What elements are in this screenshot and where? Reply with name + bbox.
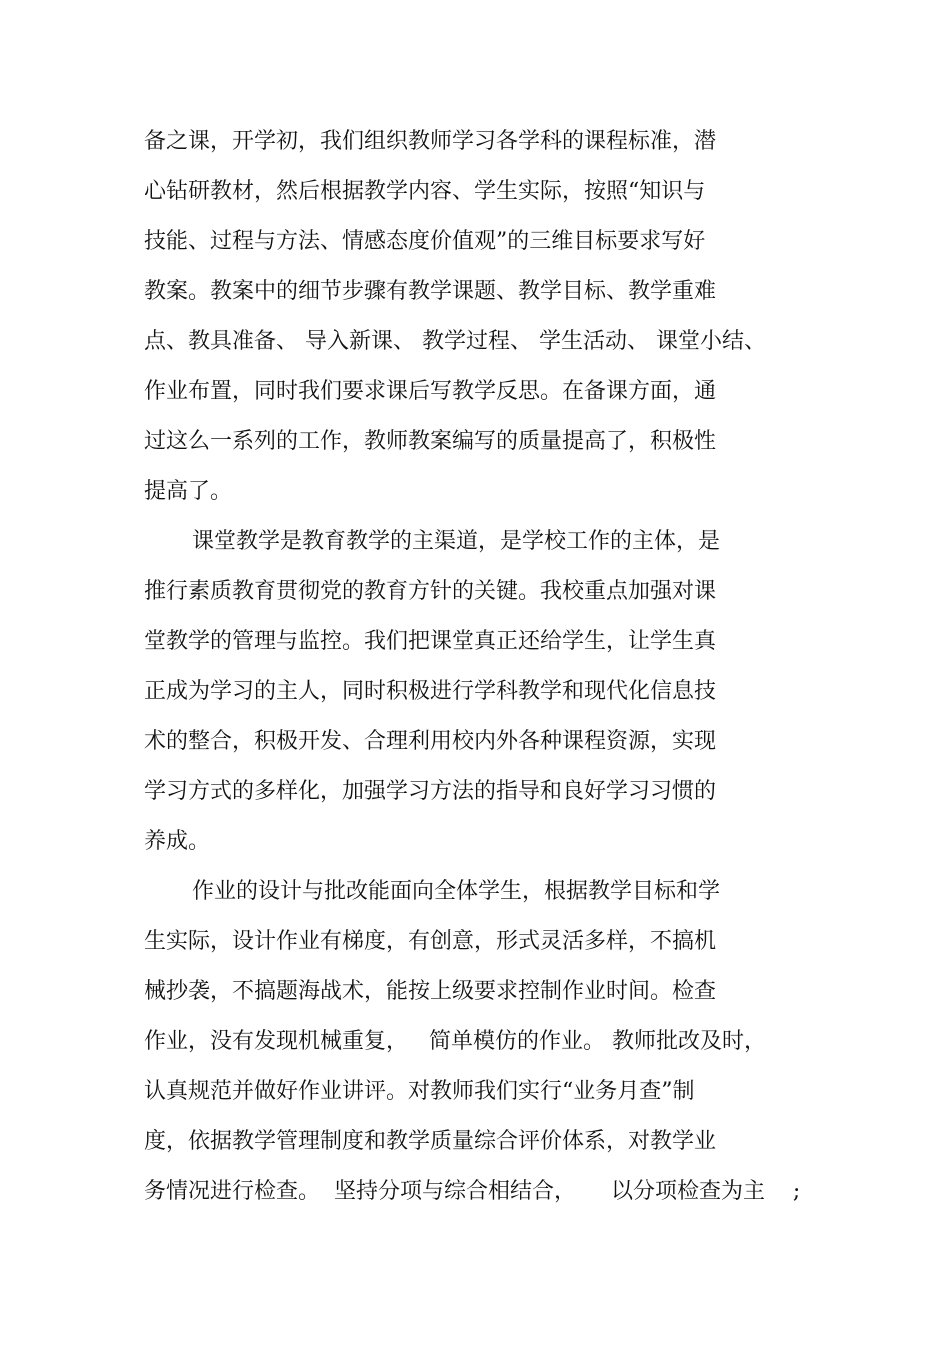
- paragraph-1-line-5: 点、教具准备、 导入新课、 教学过程、 学生活动、 课堂小结、: [144, 329, 766, 354]
- paragraph-2-line-5: 术的整合，积极开发、合理利用校内外各种课程资源，实现: [144, 729, 717, 754]
- paragraph-1-line-4: 教案。教案中的细节步骤有教学课题、教学目标、教学重难: [144, 279, 717, 304]
- paragraph-2-line-6: 学习方式的多样化，加强学习方法的指导和良好学习习惯的: [144, 779, 717, 804]
- paragraph-1-line-7: 过这么一系列的工作，教师教案编写的质量提高了，积极性: [144, 429, 717, 454]
- paragraph-3-line-7: 务情况进行检查。 坚持分项与综合相结合， 以分项检查为主 ;: [144, 1179, 801, 1204]
- paragraph-3-line-1: 作业的设计与批改能面向全体学生，根据教学目标和学: [192, 879, 721, 904]
- paragraph-1-line-3: 技能、过程与方法、情感态度价值观”的三维目标要求写好: [144, 229, 706, 254]
- paragraph-2-line-4: 正成为学习的主人，同时积极进行学科教学和现代化信息技: [144, 679, 717, 704]
- paragraph-1-line-2: 心钻研教材，然后根据教学内容、学生实际，按照“知识与: [144, 179, 706, 204]
- paragraph-2-line-3: 堂教学的管理与监控。我们把课堂真正还给学生，让学生真: [144, 629, 717, 654]
- paragraph-2-line-1: 课堂教学是教育教学的主渠道，是学校工作的主体，是: [192, 529, 721, 554]
- paragraph-1-line-6: 作业布置，同时我们要求课后写教学反思。在备课方面，通: [144, 379, 717, 404]
- paragraph-1-line-1: 备之课，开学初，我们组织教师学习各学科的课程标准，潜: [144, 129, 717, 154]
- paragraph-3-line-2: 生实际，设计作业有梯度，有创意，形式灵活多样，不搞机: [144, 929, 717, 954]
- paragraph-3-line-5: 认真规范并做好作业讲评。对教师我们实行“业务月查”制: [144, 1079, 695, 1104]
- paragraph-1-line-8: 提高了。: [144, 479, 233, 504]
- paragraph-3-line-4: 作业，没有发现机械重复， 简单模仿的作业。 教师批改及时，: [144, 1029, 766, 1054]
- paragraph-3-line-3: 械抄袭，不搞题海战术，能按上级要求控制作业时间。检查: [144, 979, 717, 1004]
- paragraph-2-line-2: 推行素质教育贯彻党的教育方针的关键。我校重点加强对课: [144, 579, 717, 604]
- paragraph-3-line-6: 度，依据教学管理制度和教学质量综合评价体系，对教学业: [144, 1129, 717, 1154]
- paragraph-2-line-7: 养成。: [144, 829, 211, 854]
